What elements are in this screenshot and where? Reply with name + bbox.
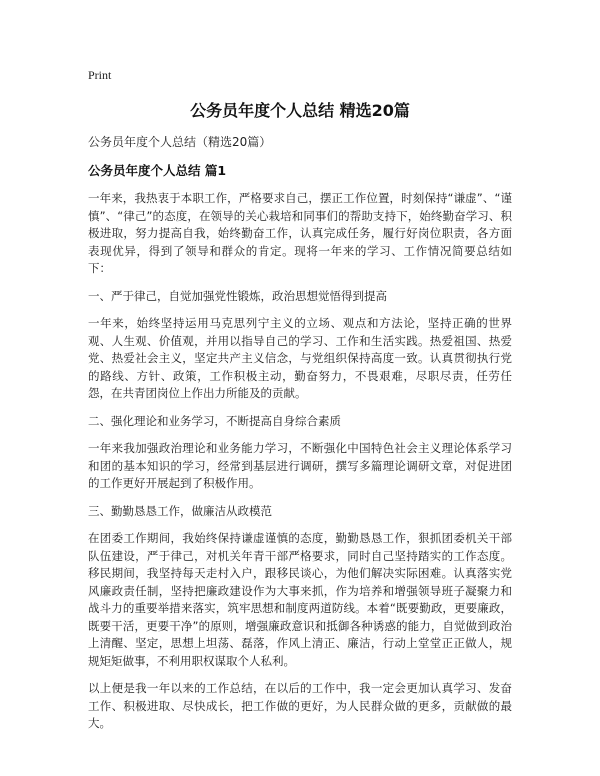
closing-paragraph: 以上便是我一年以来的工作总结，在以后的工作中，我一定会更加认真学习、发奋工作、积极进取、尽快成长，把工作做的更好，为人民群众做的更多，贡献做的最大。 bbox=[88, 681, 512, 730]
heading-2: 二、强化理论和业务学习，不断提高自身综合素质 bbox=[88, 413, 341, 428]
paragraph-1: 一年来，始终坚持运用马克思列宁主义的立场、观点和方法论，坚持正确的世界观、人生观、价值观，并用以指导自己的学习、工作和生活实践。热爱祖国、热爱党、热爱社会主义，坚定共产主义信念，与党组织保持高度一致。认真贯彻执行党的路线、方针、政策，工作积极主动，勤奋努力，不畏艰难，尽职尽责，任劳任怨，在共青团岗位上作出力所能及的贡献。 bbox=[88, 316, 512, 400]
paragraph-3: 在团委工作期间，我始终保持谦虚谨慎的态度，勤勤恳恳工作，狠抓团委机关干部队伍建设，严于律己，对机关年青干部严格要求，同时自己坚持踏实的工作态度。移民期间，我坚持每天走村入户，跟移民谈心，为他们解决实际困难。认真落实党风廉政责任制，坚持把廉政建设作为大事来抓，作为培养和增强领导班子凝聚力和战斗力的重要举措来落实，筑牢思想和制度两道防线。本着“既要勤政，更要廉政，既要干活，更要干净”的原则，增强廉政意识和抵御各种诱惑的能力，自觉做到政治上清醒、坚定，思想上坦荡、磊落，作风上清正、廉洁，行动上堂堂正正做人，规规矩矩做事，不利用职权谋取个人私利。 bbox=[88, 531, 512, 668]
heading-1: 一、严于律己，自觉加强党性锻炼，政治思想觉悟得到提高 bbox=[88, 288, 387, 303]
document-subtitle: 公务员年度个人总结（精选20篇） bbox=[88, 135, 272, 149]
intro-paragraph: 一年来，我热衷于本职工作，严格要求自己，摆正工作位置，时刻保持“谦虚”、“谨慎”、“律己”的态度，在领导的关心栽培和同事们的帮助支持下，始终勤奋学习、积极进取，努力提高自我，始终勤奋工作，认真完成任务，履行好岗位职责，各方面表现优异，得到了领导和群众的肯定。现将一年来的学习、工作情况简要总结如下： bbox=[88, 191, 512, 275]
paragraph-2: 一年来我加强政治理论和业务能力学习，不断强化中国特色社会主义理论体系学习和团的基本知识的学习，经常到基层进行调研，撰写多篇理论调研文章，对促进团的工作更好开展起到了积极作用。 bbox=[88, 441, 512, 490]
print-label: Print bbox=[88, 68, 112, 82]
document-title: 公务员年度个人总结 精选20篇 bbox=[190, 101, 410, 120]
section-title: 公务员年度个人总结 篇1 bbox=[88, 163, 227, 178]
heading-3: 三、勤勤恳恳工作，做廉洁从政模范 bbox=[88, 503, 272, 518]
